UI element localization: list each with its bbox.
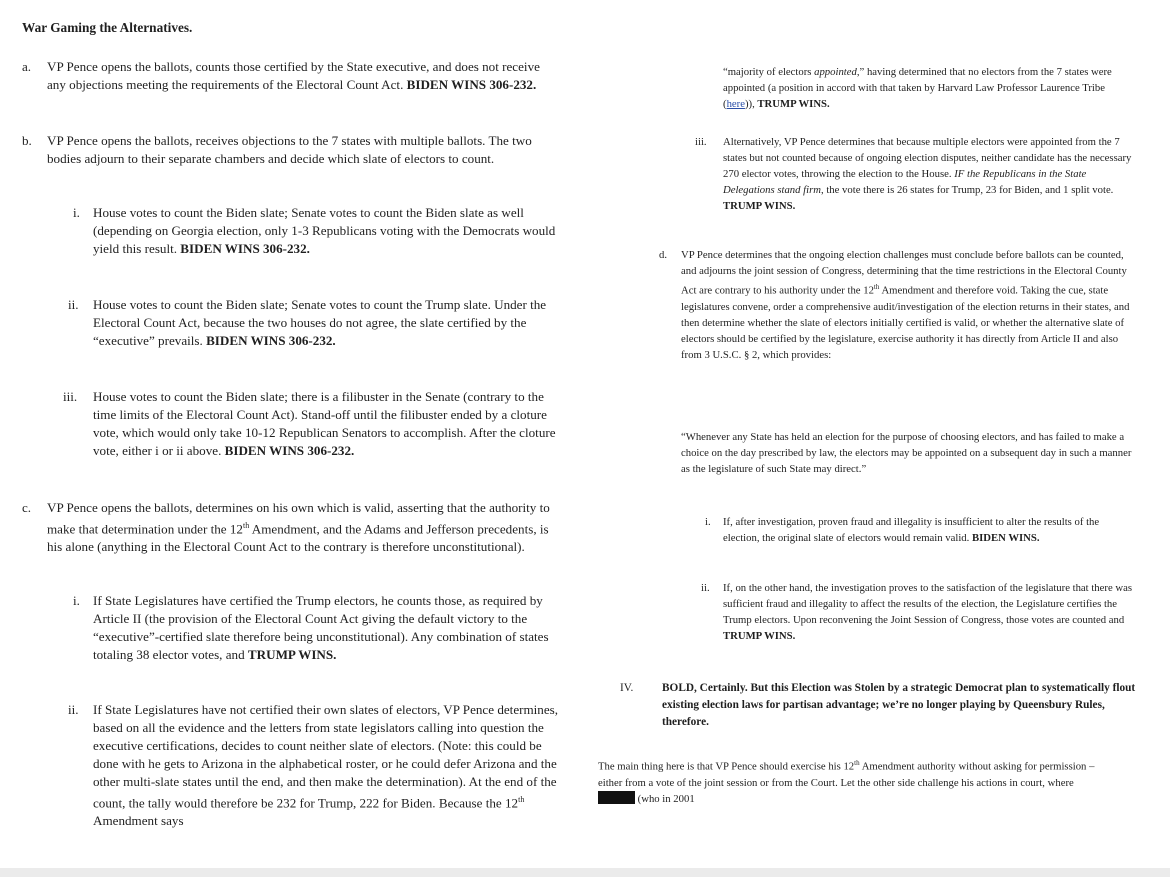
item-c-iii-body-b: , the vote there is 26 states for Trump, 23 for Biden, and 1 split vote. xyxy=(820,184,1114,196)
item-c-iii-text xyxy=(723,134,1133,214)
item-d-ii-label: ii. xyxy=(701,582,710,594)
item-d-label: d. xyxy=(659,249,668,261)
item-c-text xyxy=(47,499,559,556)
item-d-i-result: BIDEN WINS. xyxy=(972,532,1040,544)
item-c-iii-result: TRUMP WINS. xyxy=(723,200,796,212)
item-a-result: BIDEN WINS 306-232. xyxy=(406,77,537,92)
item-c-iii-body: Alternatively, VP Pence determines that because multiple electors were appointed from the 7 states but not counted because of ongoing election disputes, neither candidate has the necessary 270 elector votes, throwing the election to the House. xyxy=(723,136,1132,180)
item-b-label: b. xyxy=(22,133,32,148)
item-c-i-result: TRUMP WINS. xyxy=(247,647,337,662)
item-c-ii-text xyxy=(93,701,559,830)
item-c-ii-cont-a: “majority of electors xyxy=(723,66,815,78)
item-b-ii-text xyxy=(93,296,559,350)
item-b-ii-body: House votes to count the Biden slate; Senate votes to count the Trump slate. Under the Electoral Count Act, because the two houses do not agree, the slate certified by the “executive” prevails. xyxy=(93,297,547,348)
tribe-here-link[interactable]: here xyxy=(726,98,745,110)
item-d-sup: th xyxy=(873,283,880,291)
item-b-iii-body: House votes to count the Biden slate; there is a filibuster in the Senate (contrary to the time limits of the Electoral Count Act). Stand-off until the filibuster ended by a cloture vote, which would only take 10-12 Republican Senators to accomplish. After the cloture vote, either i or ii above. xyxy=(93,389,556,458)
item-b-text: VP Pence opens the ballots, receives objections to the 7 states with multiple ballots. The two bodies adjourn to their separate chambers and decide which slate of electors to count. xyxy=(47,133,532,166)
page-bottom-edge xyxy=(0,868,1170,877)
item-c-i-label: i. xyxy=(73,593,80,608)
item-d-text xyxy=(681,247,1137,363)
item-b-ii-label: ii. xyxy=(68,297,79,312)
item-c-i-body: If State Legislatures have certified the Trump electors, he counts those, as required by Article II (the provision of the Electoral Count Act giving the default victory to the “executive”-certified slate therefore being unconstitutional). Any combination of states totaling 38 elector votes, and xyxy=(93,593,549,662)
item-d-i-label: i. xyxy=(705,516,711,528)
item-c-iii-em: IF the Republicans in the State Delegations stand firm xyxy=(723,168,1087,196)
item-d-ii-body: If, on the other hand, the investigation proves to the satisfaction of the legislature that there was sufficient fraud and illegality to affect the results of the election, the Legislature certifies the Trump electors. Upon reconvening the Joint Session of Congress, those votes are counted and xyxy=(723,582,1132,626)
item-c-ii-label: ii. xyxy=(68,702,79,717)
item-b-i-result: BIDEN WINS 306-232. xyxy=(180,241,310,256)
item-c-ii-cont-b: ,” having determined that no electors from the 7 states were appointed (a position in accord with that taken by Harvard Law Professor Laurence Tribe ( xyxy=(723,66,1112,110)
item-d-i-body: If, after investigation, proven fraud and illegality is insufficient to alter the results of the election, the original slate of electors would remain valid. xyxy=(723,516,1100,544)
item-a-text xyxy=(47,58,559,94)
item-b-i-label: i. xyxy=(73,205,80,220)
closing-body-c: (who in 2001 xyxy=(635,792,695,805)
item-a-body: VP Pence opens the ballots, counts those certified by the State executive, and does not receive any objections meeting the requirements of the Electoral Count Act. xyxy=(47,59,540,92)
item-b-i-body: House votes to count the Biden slate; Senate votes to count the Biden slate as well (depending on Georgia election, only 1-3 Republicans voting with the Democrats would yield this result. xyxy=(93,205,556,256)
item-d-i-text xyxy=(723,514,1133,546)
item-iv-label: IV. xyxy=(620,682,634,694)
item-b-i-text xyxy=(93,204,559,258)
item-c-ii-body-b: Amendment says xyxy=(93,813,184,829)
item-b-iii-label: iii. xyxy=(63,389,78,404)
item-c-label: c. xyxy=(22,500,32,515)
item-c-i-text xyxy=(93,592,559,664)
item-c-ii-body-a: If State Legislatures have not certified their own slates of electors, VP Pence determines, based on all the evidence and the letters from state legislators calling into question the executive certifications, decides to count neither slate of electors. (Note: this could be done with he gets to Arizona in the alphabetical roster, or he could defer Arizona and the other multi-slate states until the end, and then make the determination). At the end of the count, the tally would therefore be 232 for Trump, 222 for Biden. Because the 12 xyxy=(93,702,559,811)
closing-body-a: The main thing here is that VP Pence should exercise his 12 xyxy=(598,760,855,773)
item-c-ii-sup: th xyxy=(518,795,525,804)
redaction-block xyxy=(598,791,635,804)
closing-paragraph xyxy=(598,755,1098,807)
item-b-ii-result: BIDEN WINS 306-232. xyxy=(206,333,336,348)
item-c-body-a: VP Pence opens the ballots, determines on his own which is valid, asserting that the authority to make that determination under the 12 xyxy=(47,500,550,537)
item-c-body-b: Amendment, and the Adams and Jefferson precedents, is his alone (anything in the Electoral Count Act to the contrary is therefore unconstitutional). xyxy=(47,521,549,555)
item-c-ii-cont-c: )), xyxy=(744,98,755,110)
closing-body-b: Amendment authority without asking for permission – either from a vote of the joint session or from the Court. Let the other side challenge his actions in court, where xyxy=(598,760,1095,789)
item-c-ii-cont-em: appointed xyxy=(814,66,857,78)
item-c-sup: th xyxy=(242,521,250,530)
item-d-body-b: Amendment and therefore void. Taking the cue, state legislatures convene, order a comprehensive audit/investigation of the election returns in their states, and then determine whether the slate of electors initially certified is valid, or whether the alternative slate of electors should be certified by the legislature, exercise authority it has directly from Article II and also from 3 U.S.C. § 2, which provides: xyxy=(681,284,1130,361)
item-d-ii-result: TRUMP WINS. xyxy=(723,630,796,642)
item-a-label: a. xyxy=(22,59,32,74)
item-iv-text: BOLD, Certainly. But this Election was Stolen by a strategic Democrat plan to systematically flout existing election laws for partisan advantage; we’re no longer playing by Queensbury Rules, therefore. xyxy=(662,682,1136,728)
closing-sup: th xyxy=(854,759,860,767)
item-c-ii-result: TRUMP WINS. xyxy=(757,98,830,110)
statute-quote: “Whenever any State has held an election for the purpose of choosing electors, and has failed to make a choice on the day prescribed by law, the electors may be appointed on a subsequent day in such a manner as the legislature of such State may direct.” xyxy=(681,431,1132,475)
document-title: War Gaming the Alternatives. xyxy=(22,20,193,35)
item-b-iii-text xyxy=(93,388,559,460)
item-d-body-a: VP Pence determines that the ongoing election challenges must conclude before ballots can be counted, and adjourns the joint session of Congress, determining that the time restrictions in the Electoral County Act are contrary to his authority under the 12 xyxy=(681,249,1127,297)
item-d-ii-text xyxy=(723,580,1141,644)
item-c-ii-continuation xyxy=(723,64,1133,112)
item-b-iii-result: BIDEN WINS 306-232. xyxy=(224,443,355,458)
item-c-iii-label: iii. xyxy=(695,136,707,148)
